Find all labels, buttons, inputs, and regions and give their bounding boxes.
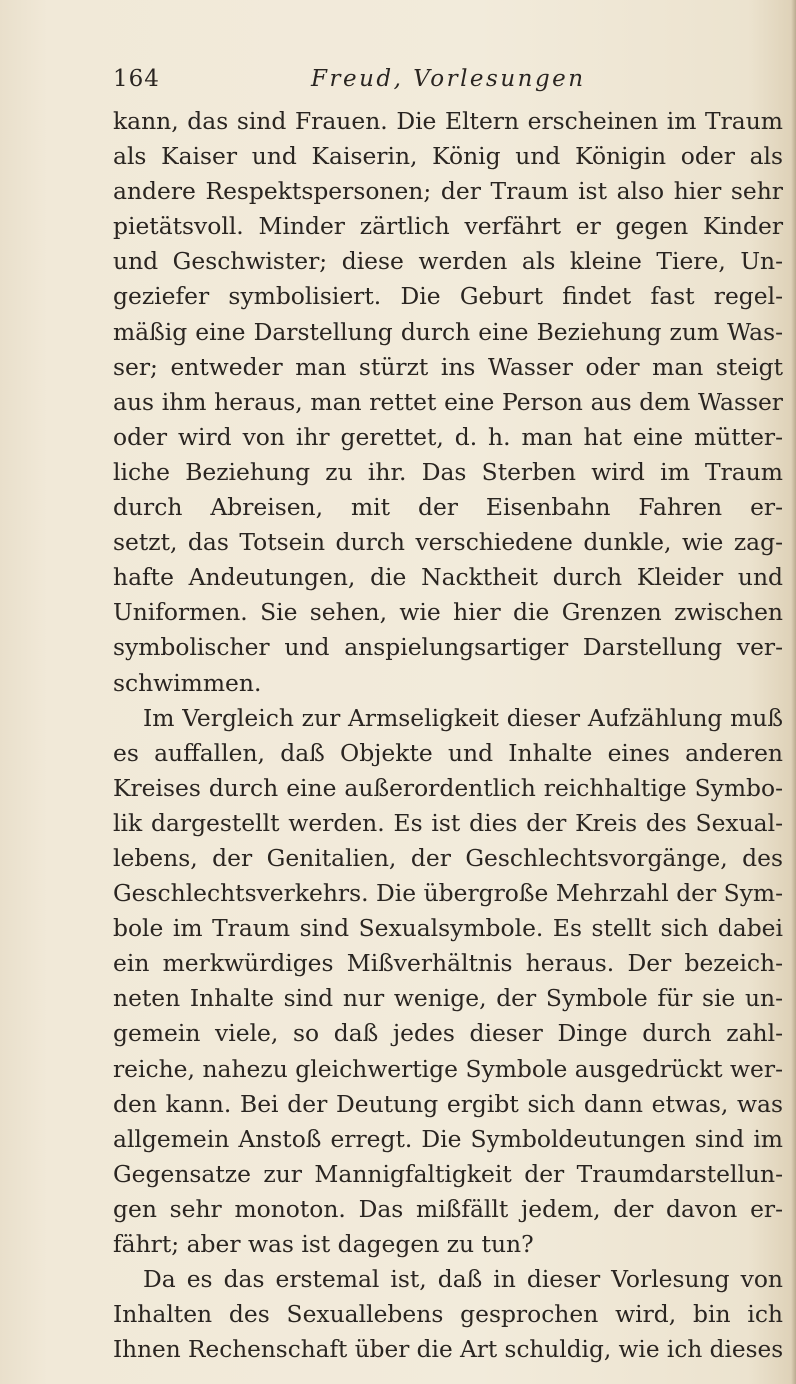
text-line: Kreises durch eine außerordentlich reichhaltige Symbo- — [113, 773, 783, 802]
text-line: bole im Traum sind Sexualsymbole. Es stellt sich dabei — [113, 914, 783, 943]
text-line: aus ihm heraus, man rettet eine Person aus dem Wasser — [113, 387, 783, 416]
text-line: den kann. Bei der Deutung ergibt sich dann etwas, was — [113, 1089, 783, 1118]
page-number: 164 — [113, 66, 160, 92]
text-line: gen sehr monoton. Das mißfällt jedem, der davon er- — [113, 1194, 783, 1223]
text-line: Inhalten des Sexuallebens gesprochen wird, bin ich — [113, 1300, 783, 1329]
text-line: liche Beziehung zu ihr. Das Sterben wird im Traum — [113, 457, 783, 486]
text-line: als Kaiser und Kaiserin, König und Königin oder als — [113, 142, 783, 171]
text-line: mäßig eine Darstellung durch eine Beziehung zum Was- — [113, 317, 783, 346]
text-line: geziefer symbolisiert. Die Geburt findet fast regel- — [113, 282, 783, 311]
text-line: Gegensatze zur Mannigfaltigkeit der Traumdarstellun- — [113, 1159, 783, 1188]
body-text — [113, 104, 783, 1367]
running-head: Freud, Vorlesungen — [311, 66, 586, 92]
text-line: pietätsvoll. Minder zärtlich verfährt er gegen Kinder — [113, 212, 783, 241]
text-line: gemein viele, so daß jedes dieser Dinge durch zahl- — [113, 1019, 783, 1048]
text-line: oder wird von ihr gerettet, d. h. man hat eine mütter- — [113, 422, 783, 451]
text-line: Ihnen Rechenschaft über die Art schuldig, wie ich dieses — [113, 1336, 784, 1364]
text-line: es auffallen, daß Objekte und Inhalte eines anderen — [113, 738, 783, 767]
text-line: lebens, der Genitalien, der Geschlechtsvorgänge, des — [113, 843, 783, 872]
text-line: fährt; aber was ist dagegen zu tun? — [113, 1230, 534, 1258]
text-line: symbolischer und anspielungsartiger Darstellung ver- — [113, 633, 783, 662]
text-line: Uniformen. Sie sehen, wie hier die Grenzen zwischen — [113, 598, 783, 627]
text-line: lik dargestellt werden. Es ist dies der Kreis des Sexual- — [113, 808, 783, 837]
text-line: und Geschwister; diese werden als kleine Tiere, Un- — [113, 247, 783, 276]
page-edge-shadow — [791, 0, 796, 1384]
text-line: kann, das sind Frauen. Die Eltern erscheinen im Traum — [113, 107, 783, 135]
page-header — [113, 66, 783, 98]
text-line: allgemein Anstoß erregt. Die Symboldeutungen sind im — [113, 1124, 783, 1153]
text-line: Im Vergleich zur Armseligkeit dieser Aufzählung muß — [143, 703, 783, 732]
text-line: ein merkwürdiges Mißverhältnis heraus. Der bezeich- — [113, 949, 783, 978]
text-line: durch Abreisen, mit der Eisenbahn Fahren er- — [113, 493, 783, 522]
text-line: Geschlechtsverkehrs. Die übergroße Mehrzahl der Sym- — [113, 879, 783, 908]
text-line: setzt, das Totsein durch verschiedene dunkle, wie zag- — [113, 528, 783, 557]
text-line: reiche, nahezu gleichwertige Symbole ausgedrückt wer- — [113, 1054, 783, 1083]
text-line: Da es das erstemal ist, daß in dieser Vorlesung von — [143, 1265, 783, 1294]
text-line: schwimmen. — [113, 668, 262, 697]
text-line: neten Inhalte sind nur wenige, der Symbole für sie un- — [113, 984, 783, 1013]
text-line: andere Respektspersonen; der Traum ist also hier sehr — [113, 177, 783, 206]
text-line: ser; entweder man stürzt ins Wasser oder man steigt — [113, 352, 783, 381]
text-line: hafte Andeutungen, die Nacktheit durch Kleider und — [113, 563, 783, 592]
